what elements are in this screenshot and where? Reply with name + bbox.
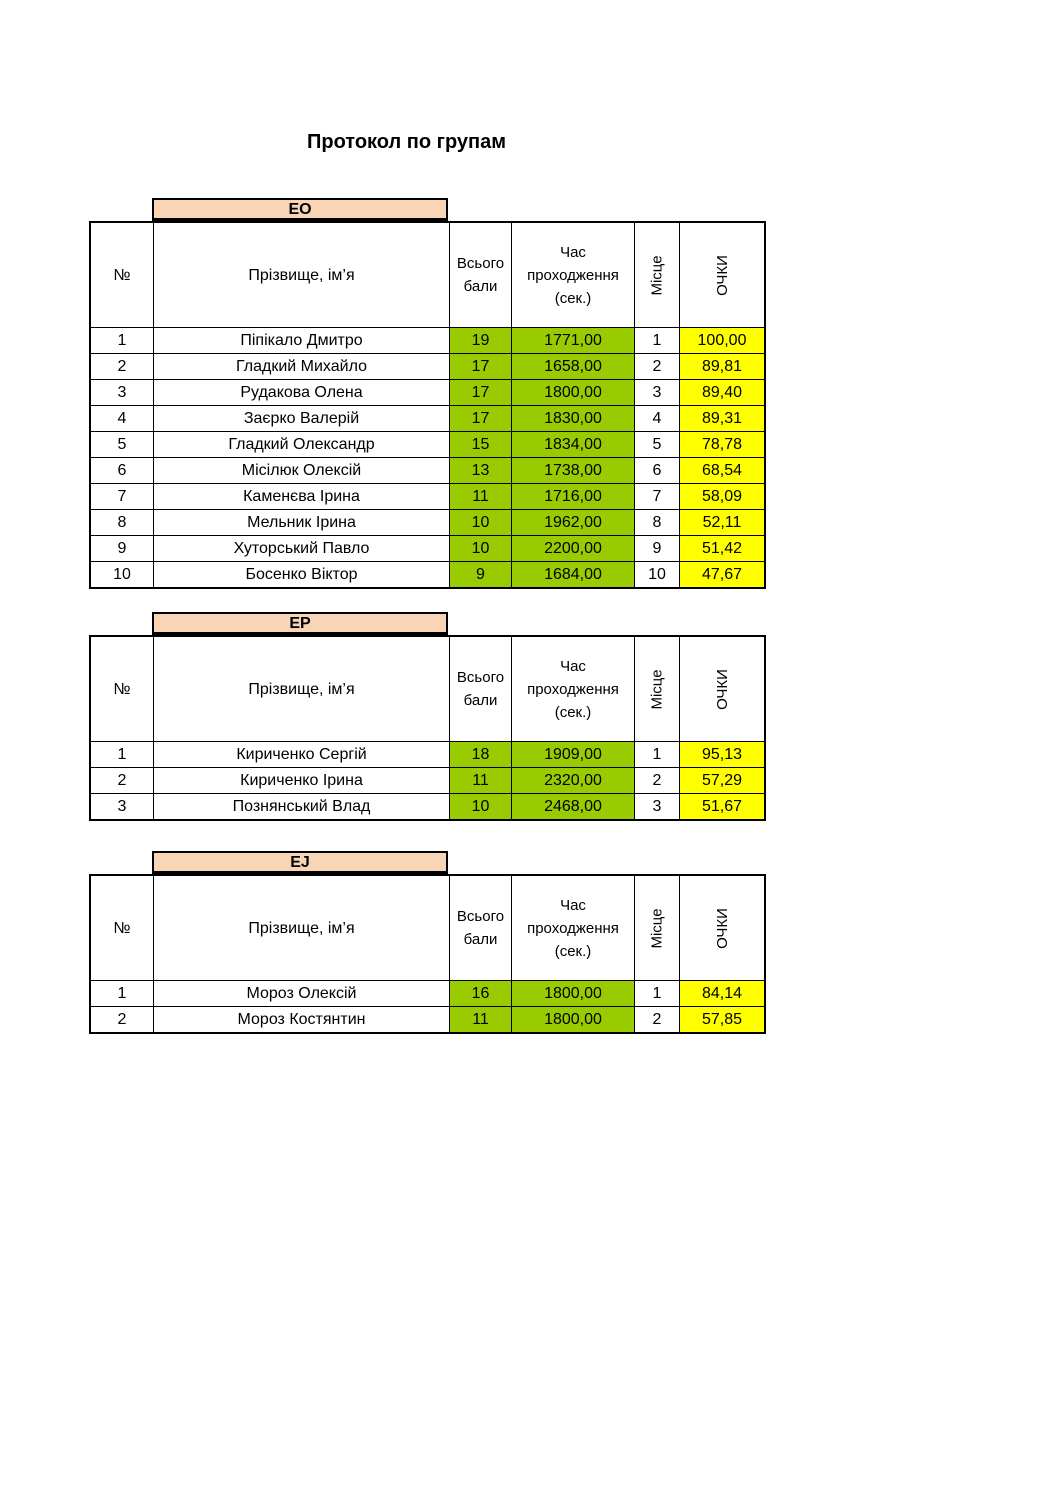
header-name: Прізвище, ім’я <box>154 223 450 328</box>
row-number: 10 <box>91 562 154 588</box>
header-name: Прізвище, ім’я <box>154 637 450 742</box>
points: 89,40 <box>680 380 765 406</box>
results-table <box>90 222 765 588</box>
completion-time: 1800,00 <box>512 1007 635 1033</box>
header-score: Всього бали <box>450 876 512 981</box>
participant-name: Кириченко Ірина <box>154 768 450 794</box>
header-time: Час проходження (сек.) <box>512 223 635 328</box>
points: 51,42 <box>680 536 765 562</box>
participant-name: Місілюк Олексій <box>154 458 450 484</box>
row-number: 6 <box>91 458 154 484</box>
completion-time: 1800,00 <box>512 380 635 406</box>
total-score: 11 <box>450 484 512 510</box>
total-score: 15 <box>450 432 512 458</box>
table-row <box>91 562 765 588</box>
header-row <box>91 637 765 742</box>
participant-name: Заєрко Валерій <box>154 406 450 432</box>
participant-name: Каменєва Ірина <box>154 484 450 510</box>
row-number: 3 <box>91 380 154 406</box>
points: 68,54 <box>680 458 765 484</box>
completion-time: 1800,00 <box>512 981 635 1007</box>
header-score: Всього бали <box>450 223 512 328</box>
table-row <box>91 484 765 510</box>
row-number: 1 <box>91 328 154 354</box>
row-number: 8 <box>91 510 154 536</box>
completion-time: 1834,00 <box>512 432 635 458</box>
page-title: Протокол по групам <box>307 131 507 153</box>
place: 1 <box>635 328 680 354</box>
points: 47,67 <box>680 562 765 588</box>
row-number: 9 <box>91 536 154 562</box>
completion-time: 2200,00 <box>512 536 635 562</box>
total-score: 10 <box>450 536 512 562</box>
header-points: ОЧКИ <box>680 223 765 328</box>
total-score: 11 <box>450 768 512 794</box>
participant-name: Рудакова Олена <box>154 380 450 406</box>
group-label: ЕJ <box>152 851 448 874</box>
header-time: Час проходження (сек.) <box>512 876 635 981</box>
header-points: ОЧКИ <box>680 637 765 742</box>
results-table <box>90 875 765 1033</box>
participant-name: Гладкий Олександр <box>154 432 450 458</box>
table-row <box>91 742 765 768</box>
participant-name: Мороз Олексій <box>154 981 450 1007</box>
header-place: Місце <box>635 876 680 981</box>
points: 51,67 <box>680 794 765 820</box>
place: 2 <box>635 1007 680 1033</box>
completion-time: 1771,00 <box>512 328 635 354</box>
table-row <box>91 328 765 354</box>
total-score: 17 <box>450 354 512 380</box>
completion-time: 2320,00 <box>512 768 635 794</box>
completion-time: 1909,00 <box>512 742 635 768</box>
table-row <box>91 1007 765 1033</box>
completion-time: 1684,00 <box>512 562 635 588</box>
completion-time: 1658,00 <box>512 354 635 380</box>
results-table <box>90 636 765 820</box>
table-row <box>91 432 765 458</box>
table-row <box>91 981 765 1007</box>
place: 3 <box>635 794 680 820</box>
header-row <box>91 223 765 328</box>
participant-name: Кириченко Сергій <box>154 742 450 768</box>
place: 2 <box>635 768 680 794</box>
place: 5 <box>635 432 680 458</box>
points: 52,11 <box>680 510 765 536</box>
points: 78,78 <box>680 432 765 458</box>
total-score: 19 <box>450 328 512 354</box>
header-num: № <box>91 223 154 328</box>
table-row <box>91 406 765 432</box>
participant-name: Гладкий Михайло <box>154 354 450 380</box>
place: 8 <box>635 510 680 536</box>
total-score: 11 <box>450 1007 512 1033</box>
total-score: 10 <box>450 510 512 536</box>
completion-time: 1962,00 <box>512 510 635 536</box>
table-row <box>91 768 765 794</box>
place: 7 <box>635 484 680 510</box>
points: 95,13 <box>680 742 765 768</box>
place: 10 <box>635 562 680 588</box>
place: 9 <box>635 536 680 562</box>
place: 4 <box>635 406 680 432</box>
header-num: № <box>91 876 154 981</box>
row-number: 7 <box>91 484 154 510</box>
total-score: 17 <box>450 406 512 432</box>
points: 57,85 <box>680 1007 765 1033</box>
header-time: Час проходження (сек.) <box>512 637 635 742</box>
row-number: 1 <box>91 981 154 1007</box>
place: 1 <box>635 981 680 1007</box>
total-score: 10 <box>450 794 512 820</box>
points: 100,00 <box>680 328 765 354</box>
table-row <box>91 380 765 406</box>
participant-name: Мороз Костянтин <box>154 1007 450 1033</box>
row-number: 3 <box>91 794 154 820</box>
row-number: 4 <box>91 406 154 432</box>
group-label: ЕР <box>152 612 448 635</box>
place: 2 <box>635 354 680 380</box>
points: 57,29 <box>680 768 765 794</box>
table-row <box>91 510 765 536</box>
header-place: Місце <box>635 637 680 742</box>
header-score: Всього бали <box>450 637 512 742</box>
participant-name: Познянський Влад <box>154 794 450 820</box>
row-number: 5 <box>91 432 154 458</box>
completion-time: 1830,00 <box>512 406 635 432</box>
total-score: 17 <box>450 380 512 406</box>
header-place: Місце <box>635 223 680 328</box>
points: 58,09 <box>680 484 765 510</box>
table-row <box>91 794 765 820</box>
participant-name: Мельник Ірина <box>154 510 450 536</box>
participant-name: Піпікало Дмитро <box>154 328 450 354</box>
points: 89,81 <box>680 354 765 380</box>
header-num: № <box>91 637 154 742</box>
total-score: 16 <box>450 981 512 1007</box>
header-row <box>91 876 765 981</box>
total-score: 9 <box>450 562 512 588</box>
participant-name: Босенко Віктор <box>154 562 450 588</box>
table-row <box>91 458 765 484</box>
total-score: 13 <box>450 458 512 484</box>
completion-time: 1738,00 <box>512 458 635 484</box>
header-points: ОЧКИ <box>680 876 765 981</box>
row-number: 1 <box>91 742 154 768</box>
row-number: 2 <box>91 1007 154 1033</box>
completion-time: 1716,00 <box>512 484 635 510</box>
place: 6 <box>635 458 680 484</box>
row-number: 2 <box>91 354 154 380</box>
table-row <box>91 354 765 380</box>
completion-time: 2468,00 <box>512 794 635 820</box>
group-label: ЕО <box>152 198 448 221</box>
table-row <box>91 536 765 562</box>
place: 3 <box>635 380 680 406</box>
points: 84,14 <box>680 981 765 1007</box>
header-name: Прізвище, ім’я <box>154 876 450 981</box>
participant-name: Хуторський Павло <box>154 536 450 562</box>
points: 89,31 <box>680 406 765 432</box>
row-number: 2 <box>91 768 154 794</box>
place: 1 <box>635 742 680 768</box>
total-score: 18 <box>450 742 512 768</box>
